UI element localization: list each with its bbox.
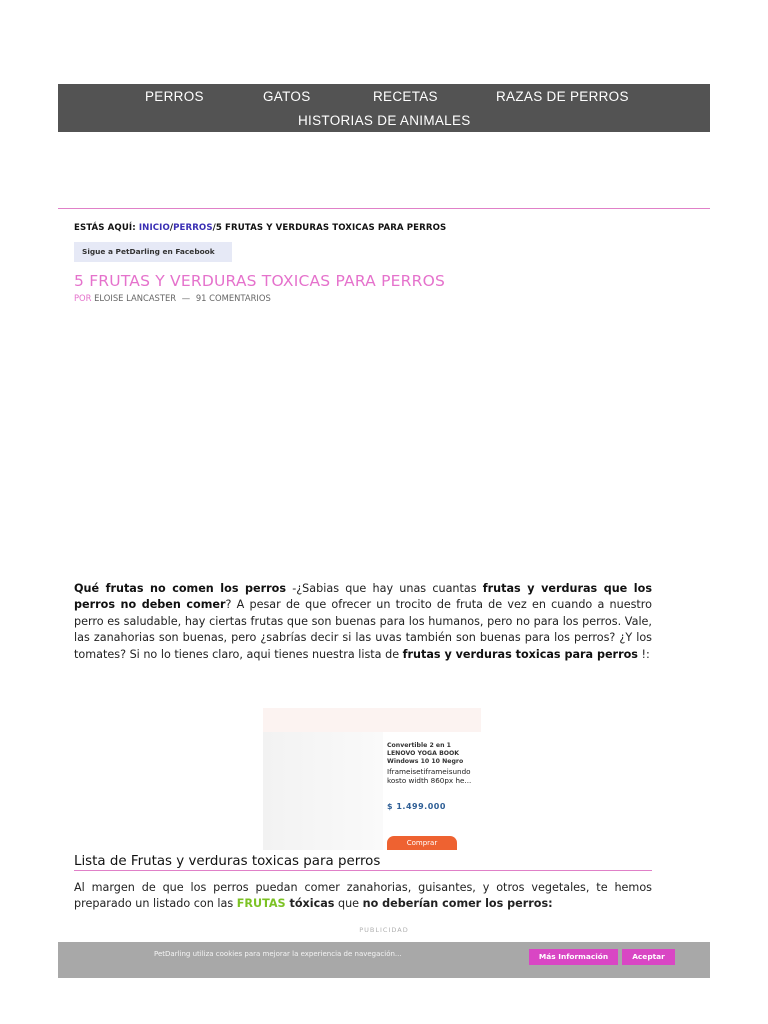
meta-by: POR <box>74 293 92 303</box>
facebook-follow-button[interactable] <box>74 242 232 262</box>
ad-product-image[interactable] <box>263 732 383 850</box>
product-ad[interactable] <box>263 708 481 850</box>
meta-dash: — <box>181 293 191 303</box>
section-text-2: que <box>334 897 363 911</box>
breadcrumb-home-link[interactable]: INICIO <box>138 223 170 233</box>
nav-item-historias-de-animales[interactable]: HISTORIAS DE ANIMALES <box>298 113 471 128</box>
intro-text-2: ? A pesar de que ofrecer un trocito de fruta de vez en cuando a nuestro perro es saludable, hay ciertas frutas que son buenas para los humanos, pero no para los perros. Vale, las zanahorias son buenas, pero ¿sabrías decir si las uvas también son buenas para los perros? ¿Y los tomates? Si no lo tienes claro, aqui tienes nuestra lista de <box>74 598 652 661</box>
intro-text-1: -¿Sabias que hay unas cuantas <box>286 582 483 595</box>
header-divider <box>58 208 710 209</box>
meta-author-link[interactable]: ELOISE LANCASTER <box>94 293 177 303</box>
publicidad-label: PUBLICIDAD <box>359 926 409 934</box>
intro-text-3: !: <box>637 647 650 661</box>
ad-product-name[interactable]: Convertible 2 en 1 LENOVO YOGA BOOK Windows 10 10 Negro <box>387 742 464 765</box>
intro-bold-3: frutas y verduras toxicas para perros <box>402 647 638 661</box>
intro-bold-2: frutas y verduras que los perros no deben comer <box>74 582 652 612</box>
section-frutas-link[interactable]: FRUTAS <box>236 897 286 911</box>
intro-bold-1: Qué frutas no comen los perros <box>74 582 286 595</box>
main-navigation <box>58 84 710 132</box>
breadcrumb-separator: / <box>169 223 174 233</box>
post-meta <box>74 293 271 303</box>
breadcrumb <box>74 223 446 233</box>
breadcrumb-prefix: ESTÁS AQUÍ: <box>74 223 139 233</box>
section-paragraph <box>74 880 652 913</box>
cookie-message: PetDarling utiliza cookies para mejorar la experiencia de navegación... <box>154 950 402 958</box>
breadcrumb-category-link[interactable]: PERROS <box>173 223 213 233</box>
cookie-banner <box>58 942 710 978</box>
intro-paragraph <box>74 581 652 663</box>
nav-item-gatos[interactable]: GATOS <box>263 89 311 104</box>
section-heading: Lista de Frutas y verduras toxicas para perros <box>74 854 652 871</box>
facebook-follow-label: Sigue a PetDarling en Facebook <box>82 247 215 256</box>
ad-header-band <box>263 708 481 732</box>
post-title: 5 FRUTAS Y VERDURAS TOXICAS PARA PERROS <box>74 272 446 290</box>
meta-comments-link[interactable]: 91 COMENTARIOS <box>195 293 271 303</box>
ad-product-description: Iframeisetiframeisundo kosto width 860px he... <box>387 767 472 785</box>
section-text-1: Al margen de que los perros puedan comer zanahorias, guisantes, y otros vegetales, te hemos preparado un listado con las <box>74 881 652 911</box>
nav-item-razas-de-perros[interactable]: RAZAS DE PERROS <box>496 89 629 104</box>
cookie-accept-button[interactable]: Aceptar <box>622 949 675 965</box>
breadcrumb-current: /5 FRUTAS Y VERDURAS TOXICAS PARA PERROS <box>212 223 447 233</box>
ad-buy-button[interactable]: Comprar <box>387 836 457 850</box>
cookie-more-info-button[interactable]: Más Información <box>529 949 618 965</box>
ad-price: $ 1.499.000 <box>387 802 446 811</box>
nav-item-recetas[interactable]: RECETAS <box>373 89 438 104</box>
section-bold-1: tóxicas <box>285 897 335 911</box>
section-bold-2: no deberían comer los perros: <box>362 897 553 911</box>
nav-item-perros[interactable]: PERROS <box>145 89 204 104</box>
